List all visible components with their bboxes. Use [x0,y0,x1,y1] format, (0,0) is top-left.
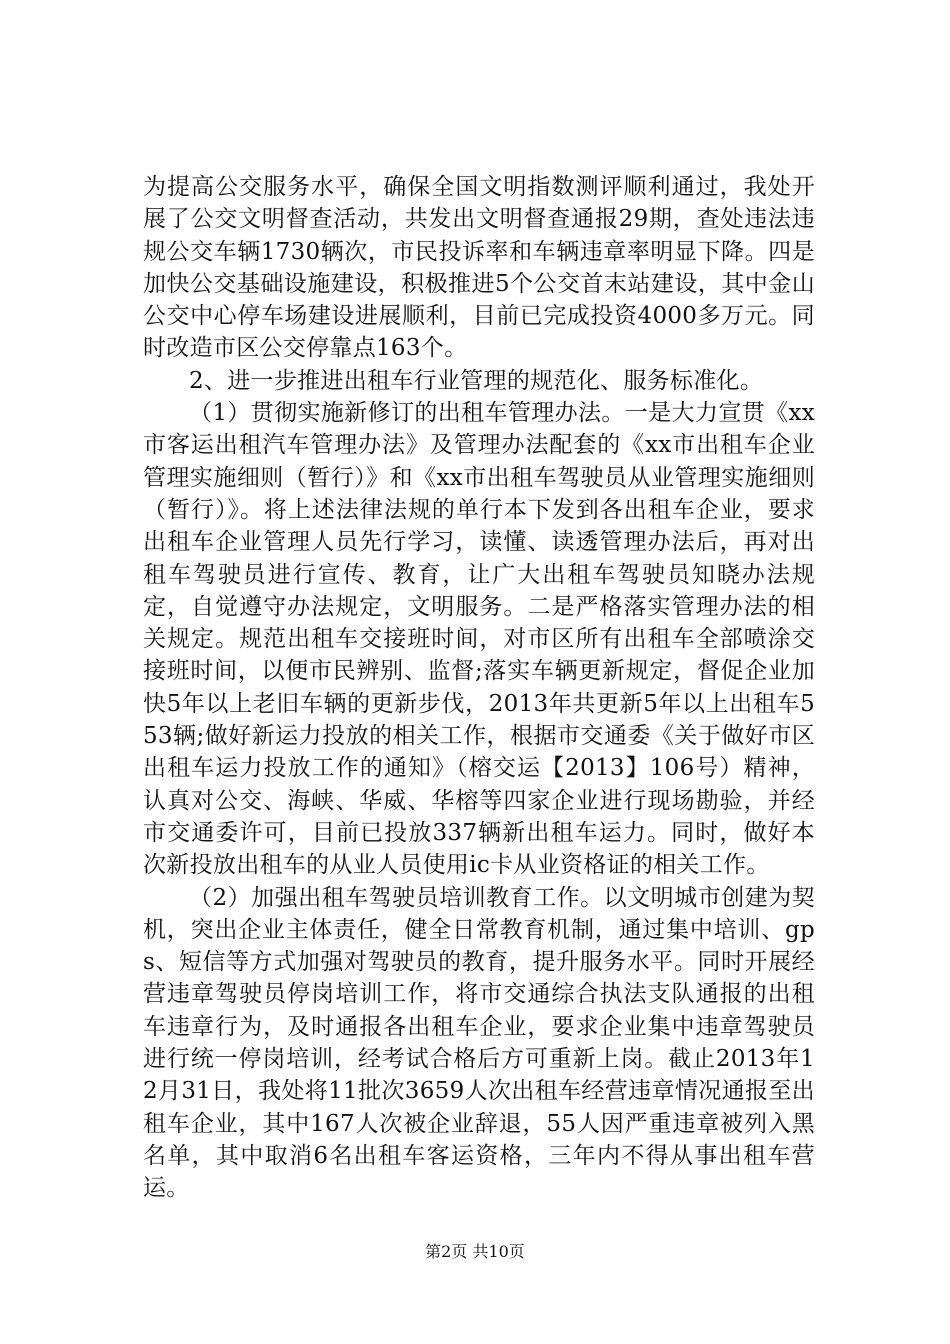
paragraph-taxi-regulations: （1）贯彻实施新修订的出租车管理办法。一是大力宣贯《xx市客运出租汽车管理办法》及管理办法配套的《xx市出租车企业管理实施细则（暂行）》和《xx市出租车驾驶员从业管理实施细则（暂行）》。将上述法律法规的单行本下发到各出租车企业，要求出租车企业管理人员先行学习，读懂、读透管理办法后，再对出租车驾驶员进行宣传、教育，让广大出租车驾驶员知晓办法规定，自觉遵守办法规定，文明服务。二是严格落实管理办法的相关规定。规范出租车交接班时间，对市区所有出租车全部喷涂交接班时间，以便市民辨别、监督;落实车辆更新规定，督促企业加快5年以上老旧车辆的更新步伐，2013年共更新5年以上出租车553辆;做好新运力投放的相关工作，根据市交通委《关于做好市区出租车运力投放工作的通知》（榕交运【2013】106号）精神，认真对公交、海峡、华威、华榕等四家企业进行现场勘验，并经市交通委许可，目前已投放337辆新出租车运力。同时，做好本次新投放出租车的从业人员使用ic卡从业资格证的相关工作。 [143,400,815,879]
page-footer: 第2页 共10页 [425,1242,525,1261]
paragraph-continuation: 为提高公交服务水平，确保全国文明指数测评顺利通过，我处开展了公交文明督查活动，共发出文明督查通报29期，查处违法违规公交车辆1730辆次，市民投诉率和车辆违章率明显下降。四是加快公交基础设施建设，积极推进5个公交首末站建设，其中金山公交中心停车场建设进展顺利，目前已完成投资4000多万元。同时改造市区公交停靠点163个。 [143,174,815,362]
document-body [143,171,815,1205]
section-heading-taxi-management: 2、进一步推进出租车行业管理的规范化、服务标准化。 [189,367,764,394]
paragraph-driver-training: （2）加强出租车驾驶员培训教育工作。以文明城市创建为契机，突出企业主体责任，健全日常教育机制，通过集中培训、gps、短信等方式加强对驾驶员的教育，提升服务水平。同时开展经营违章驾驶员停岗培训工作，将市交通综合执法支队通报的出租车违章行为，及时通报各出租车企业，要求企业集中违章驾驶员进行统一停岗培训，经考试合格后方可重新上岗。截止2013年12月31日，我处将11批次3659人次出租车经营违章情况通报至出租车企业，其中167人次被企业辞退，55人因严重违章被列入黑名单，其中取消6名出租车客运资格，三年内不得从事出租车营运。 [143,884,815,1202]
